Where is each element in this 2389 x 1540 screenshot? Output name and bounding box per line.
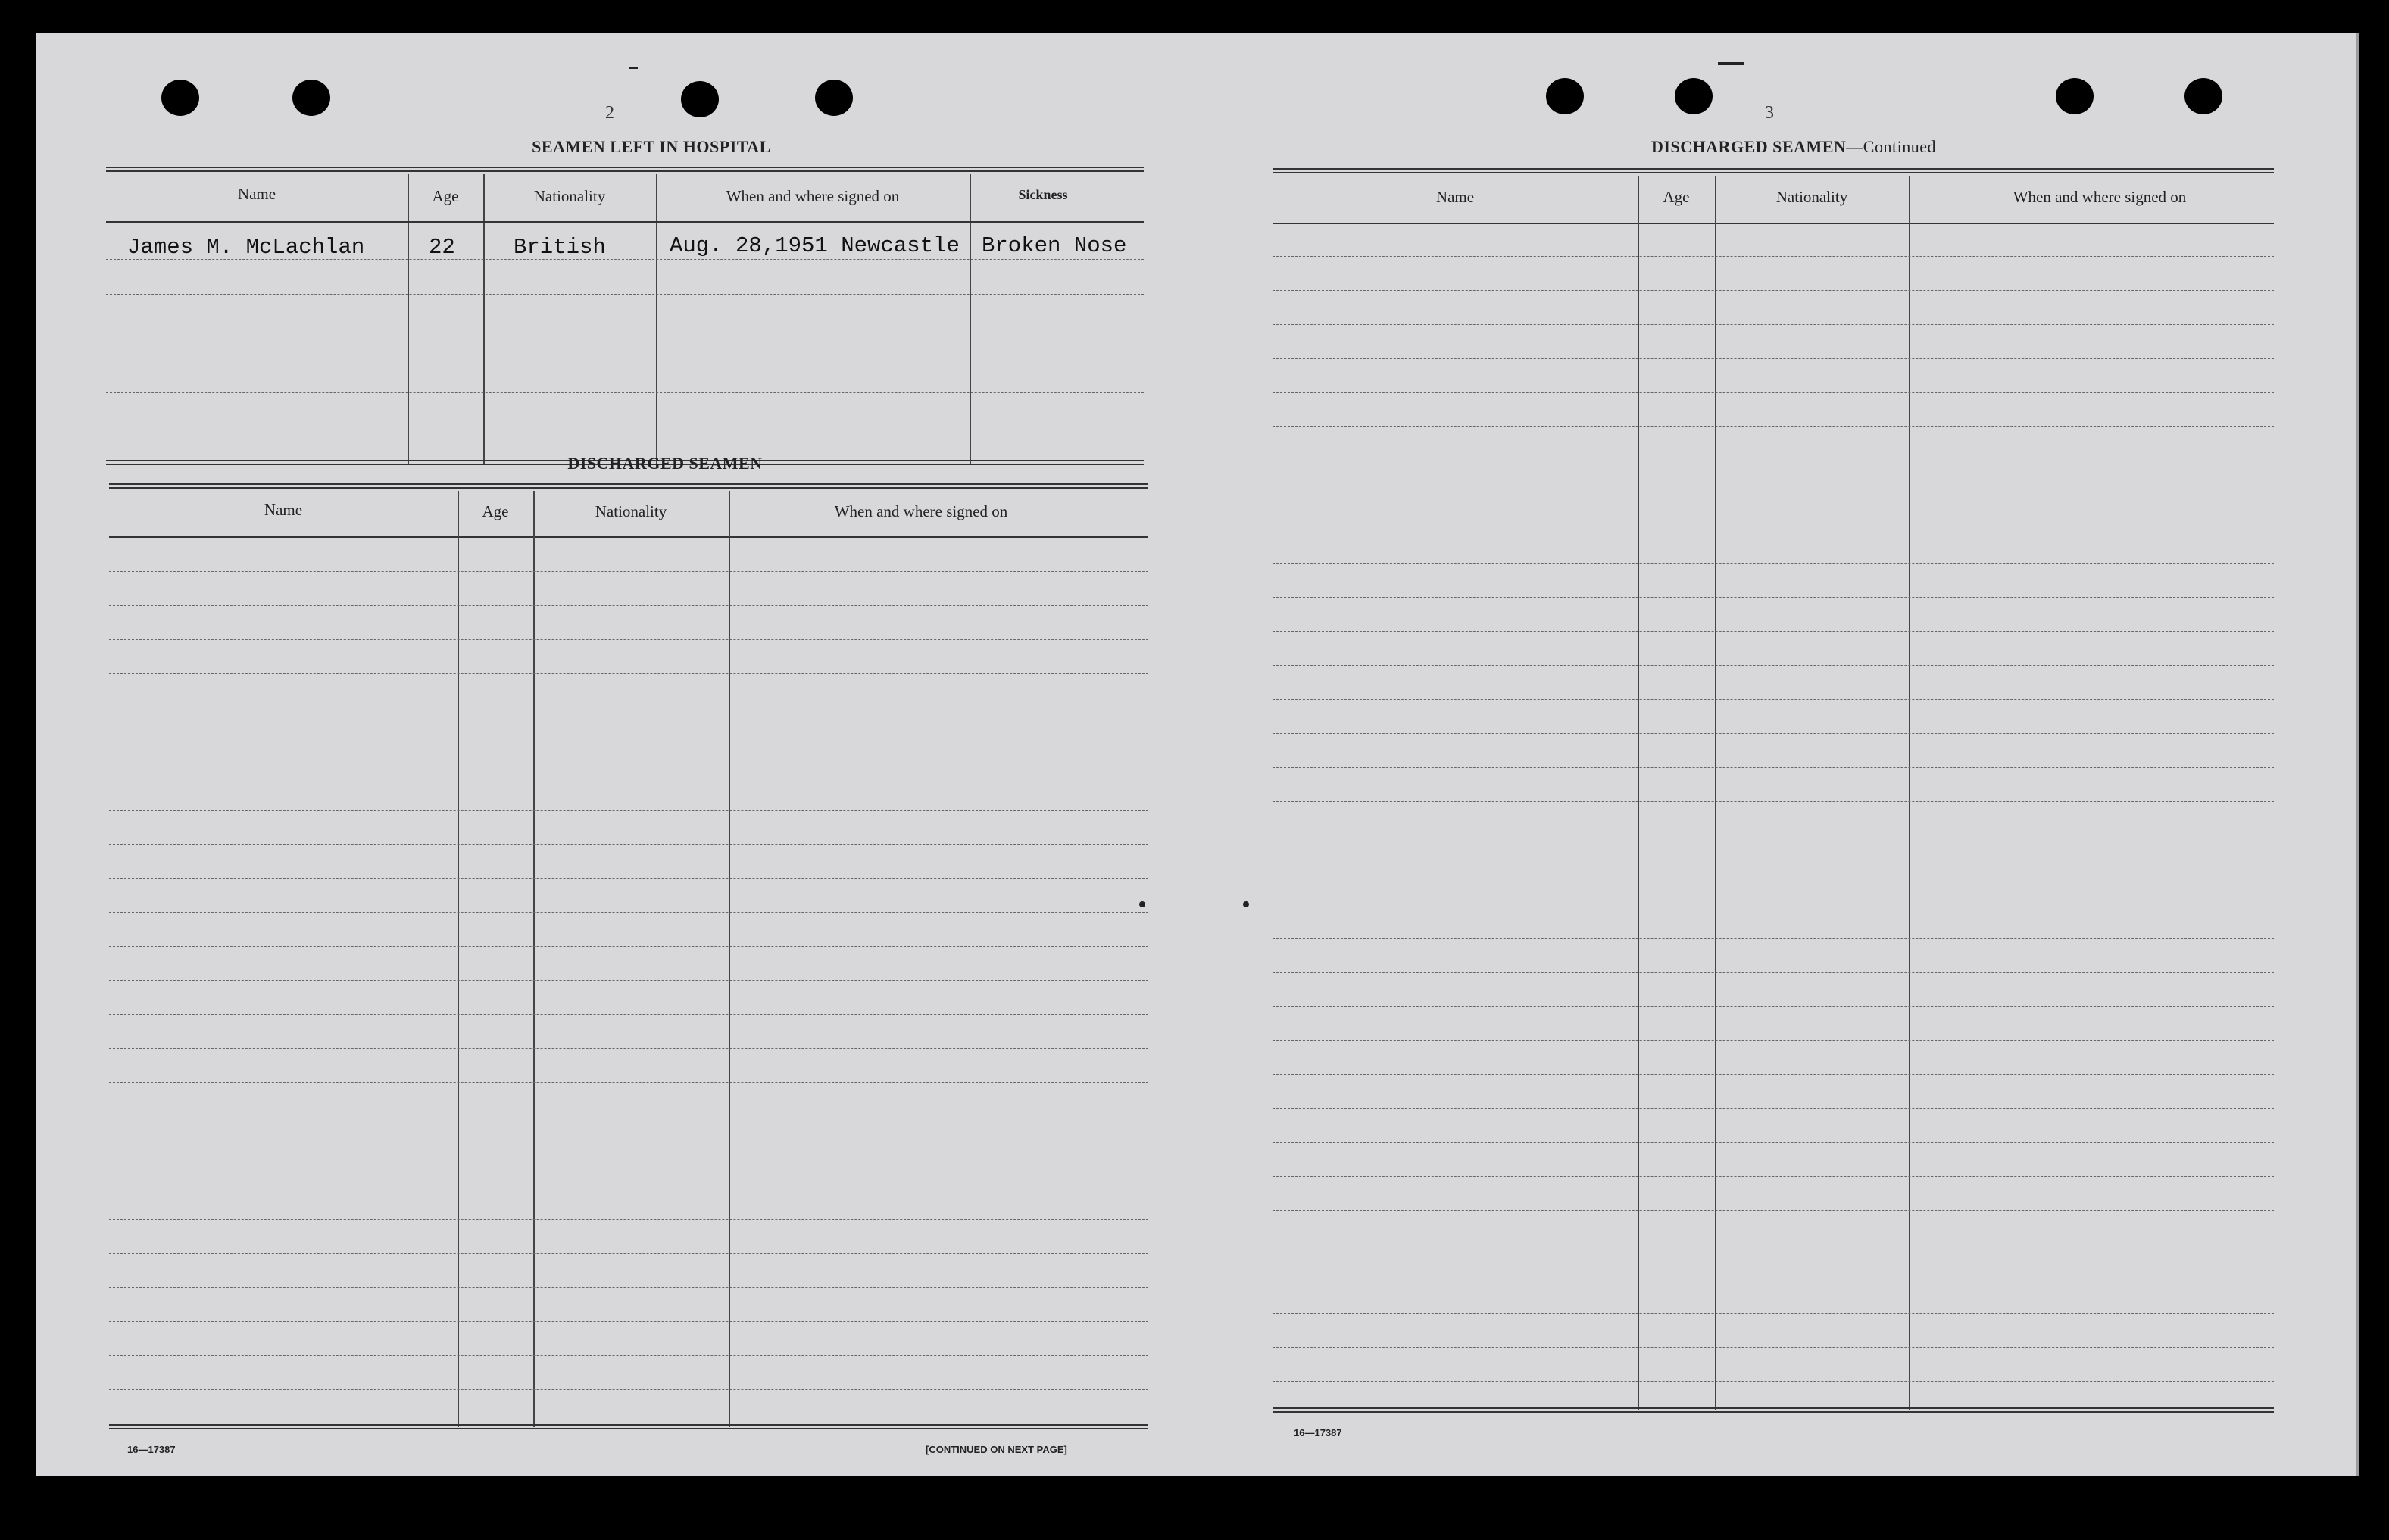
blank-row-line: [109, 605, 1148, 606]
speck: [1139, 901, 1145, 907]
blank-row-line: [1273, 1176, 2274, 1177]
blank-row-line: [1273, 1347, 2274, 1348]
hospital-col-signed-on: When and where signed on: [726, 187, 900, 205]
hospital-row-line: [106, 392, 1144, 393]
continued-note: [CONTINUED ON NEXT PAGE]: [926, 1444, 1067, 1455]
discharged-col-nationality: Nationality: [595, 502, 667, 520]
blank-row-line: [1273, 1313, 2274, 1314]
blank-row-line: [109, 673, 1148, 674]
blank-row-line: [1273, 801, 2274, 802]
blank-row-line: [1273, 256, 2274, 257]
blank-row-line: [109, 639, 1148, 640]
hospital-header-rule: [106, 221, 1144, 223]
blank-row-line: [109, 1287, 1148, 1288]
punch-hole: [815, 80, 853, 116]
document-sheet: [36, 33, 2359, 1476]
speck: [1243, 901, 1249, 907]
blank-row-line: [1273, 392, 2274, 393]
discharged-header-rule: [109, 536, 1148, 538]
hospital-col-nationality: Nationality: [533, 187, 606, 205]
page-number-left: 2: [605, 103, 614, 123]
hospital-row-name: James M. McLachlan: [127, 235, 365, 260]
right-bottom-rule: [1273, 1407, 2274, 1413]
discharged-continued-title-main: DISCHARGED SEAMEN: [1651, 137, 1847, 156]
blank-row-line: [1273, 1074, 2274, 1075]
blank-row-line: [1273, 1210, 2274, 1211]
hospital-row-line: [106, 294, 1144, 295]
hospital-col-divider: [483, 174, 485, 464]
blank-row-line: [109, 1219, 1148, 1220]
hospital-col-name: Name: [237, 185, 276, 203]
hospital-row-nationality: British: [514, 235, 606, 260]
blank-row-line: [1273, 358, 2274, 359]
punch-hole: [1546, 78, 1584, 114]
discharged-section-title: DISCHARGED SEAMEN: [567, 454, 763, 473]
right-col-divider: [1715, 176, 1716, 1410]
punch-hole: [2056, 78, 2094, 114]
blank-row-line: [109, 946, 1148, 947]
discharged-top-rule: [109, 483, 1148, 489]
hospital-top-rule: [106, 167, 1144, 172]
punch-hole: [292, 80, 330, 116]
discharged-col-signed-on: When and where signed on: [834, 502, 1008, 520]
blank-row-line: [1273, 597, 2274, 598]
blank-row-line: [1273, 665, 2274, 666]
blank-row-line: [109, 1355, 1148, 1356]
right-col-divider: [1909, 176, 1910, 1410]
hospital-row-sickness: Broken Nose: [982, 233, 1127, 258]
blank-row-line: [1273, 631, 2274, 632]
form-number-right: 16—17387: [1294, 1427, 1342, 1438]
blank-row-line: [109, 844, 1148, 845]
blank-row-line: [1273, 972, 2274, 973]
speck: [1718, 62, 1744, 65]
blank-row-line: [109, 912, 1148, 913]
hospital-col-age: Age: [432, 187, 459, 205]
blank-row-line: [109, 1389, 1148, 1390]
right-col-age: Age: [1663, 188, 1690, 206]
punch-hole: [2184, 78, 2222, 114]
discharged-continued-title: [1521, 137, 2066, 157]
right-top-rule: [1273, 168, 2274, 173]
blank-row-line: [109, 980, 1148, 981]
punch-hole: [1675, 78, 1713, 114]
discharged-bottom-rule: [109, 1424, 1148, 1429]
blank-row-line: [1273, 699, 2274, 700]
right-header-rule: [1273, 223, 2274, 224]
blank-row-line: [109, 878, 1148, 879]
blank-row-line: [109, 810, 1148, 811]
right-col-nationality: Nationality: [1775, 188, 1848, 206]
blank-row-line: [1273, 290, 2274, 291]
discharged-col-age: Age: [482, 502, 509, 520]
right-col-name: Name: [1435, 188, 1475, 206]
blank-row-line: [1273, 767, 2274, 768]
blank-row-line: [109, 1253, 1148, 1254]
blank-row-line: [109, 1082, 1148, 1083]
page-number-right: 3: [1765, 103, 1774, 123]
hospital-row-age: 22: [429, 235, 455, 260]
punch-hole: [681, 81, 719, 117]
blank-row-line: [1273, 1381, 2274, 1382]
blank-row-line: [1273, 733, 2274, 734]
form-number-left: 16—17387: [127, 1444, 176, 1455]
punch-hole: [161, 80, 199, 116]
speck: [629, 67, 638, 69]
blank-row-line: [109, 1321, 1148, 1322]
hospital-col-divider: [970, 174, 971, 464]
blank-row-line: [109, 1014, 1148, 1015]
blank-row-line: [1273, 938, 2274, 939]
blank-row-line: [1273, 1040, 2274, 1041]
discharged-continued-title-cont: —Continued: [1846, 137, 1936, 156]
right-col-divider: [1638, 176, 1639, 1410]
blank-row-line: [1273, 1108, 2274, 1109]
right-col-signed-on: When and where signed on: [2013, 188, 2187, 206]
blank-row-line: [1273, 1142, 2274, 1143]
discharged-col-name: Name: [264, 501, 303, 519]
blank-row-line: [109, 1048, 1148, 1049]
blank-row-line: [109, 571, 1148, 572]
hospital-col-sickness: Sickness: [1018, 187, 1068, 202]
blank-row-line: [1273, 324, 2274, 325]
hospital-col-divider: [656, 174, 657, 464]
blank-row-line: [1273, 1006, 2274, 1007]
blank-row-line: [1273, 426, 2274, 427]
blank-row-line: [1273, 563, 2274, 564]
hospital-row-signed-on: Aug. 28,1951 Newcastle: [670, 233, 960, 258]
hospital-section-title: SEAMEN LEFT IN HOSPITAL: [532, 137, 771, 156]
hospital-col-divider: [408, 174, 409, 464]
